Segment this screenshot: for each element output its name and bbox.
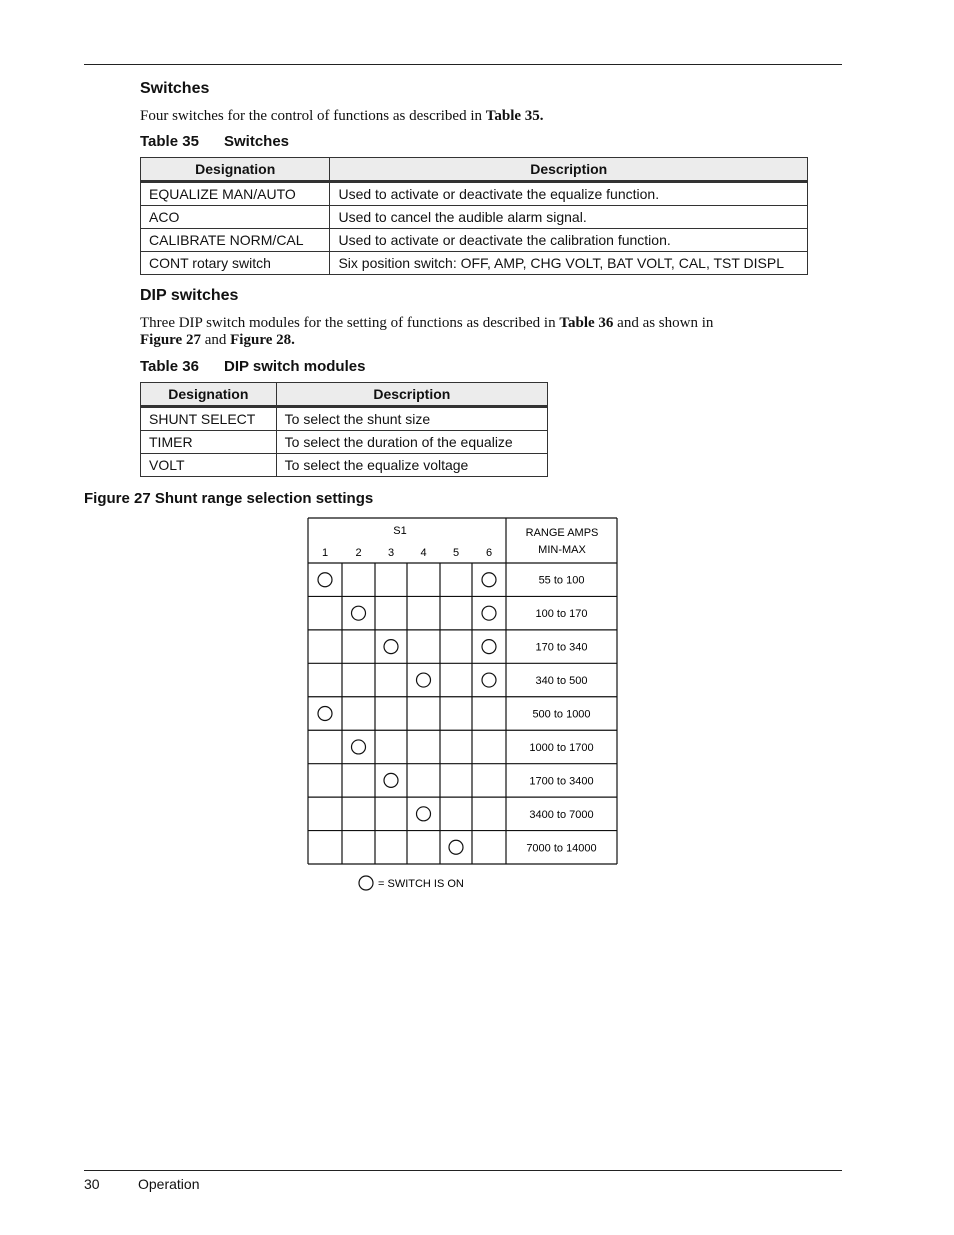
- figure-27-reference[interactable]: Figure 27: [140, 332, 201, 348]
- switch-on-indicator: [417, 673, 431, 687]
- switch-number-label: 5: [452, 547, 460, 559]
- range-label: 170 to 340: [535, 641, 588, 654]
- switch-number-label: 2: [355, 547, 362, 559]
- table-row: [141, 431, 548, 454]
- range-label: 7000 to 14000: [526, 842, 597, 855]
- figure-28-reference[interactable]: Figure 28.: [230, 332, 295, 348]
- dip-switches-intro-paragraph: Three DIP switch modules for the setting of functions as described in Table 36 and as shown in Figure 27 and Figure 28.: [140, 315, 714, 348]
- switch-group-label: S1: [393, 525, 407, 537]
- designation-cell: ACO: [141, 206, 330, 229]
- designation-cell: EQUALIZE MAN/AUTO: [141, 182, 330, 206]
- table-header-row: [141, 158, 808, 182]
- description-cell: To select the equalize voltage: [276, 454, 547, 477]
- switch-on-indicator: [482, 673, 496, 687]
- range-label: 100 to 170: [535, 608, 588, 621]
- range-header-line2: MIN-MAX: [538, 544, 586, 556]
- header-rule: [84, 64, 842, 65]
- switch-on-indicator: [352, 740, 366, 754]
- description-cell: Used to activate or deactivate the equalize function.: [330, 182, 808, 206]
- description-cell: To select the shunt size: [276, 407, 547, 431]
- range-label: 55 to 100: [538, 574, 585, 587]
- designation-cell: CALIBRATE NORM/CAL: [141, 229, 330, 252]
- range-label: 1700 to 3400: [529, 775, 594, 788]
- table-row: [141, 182, 808, 206]
- footer-rule: [84, 1170, 842, 1171]
- switch-on-indicator: [482, 606, 496, 620]
- range-label: 500 to 1000: [532, 708, 591, 721]
- switch-on-indicator: [482, 573, 496, 587]
- switches-intro-paragraph: Four switches for the control of functions as described in Table 35.: [140, 108, 544, 124]
- switch-number-label: 6: [485, 547, 493, 559]
- table-row: [141, 206, 808, 229]
- footer-section-name: Operation: [138, 1176, 200, 1192]
- switch-on-indicator: [384, 640, 398, 654]
- switch-number-label: 3: [387, 547, 395, 559]
- legend-switch-on-icon: [359, 876, 373, 890]
- designation-cell: SHUNT SELECT: [141, 407, 277, 431]
- switches-table: [140, 157, 808, 275]
- designation-cell: TIMER: [141, 431, 277, 454]
- section-heading-dip-switches: DIP switches: [140, 287, 239, 304]
- description-cell: Used to cancel the audible alarm signal.: [330, 206, 808, 229]
- table-35-reference[interactable]: Table 35.: [485, 108, 544, 124]
- designation-cell: VOLT: [141, 454, 277, 477]
- table-row: [141, 229, 808, 252]
- designation-cell: CONT rotary switch: [141, 252, 330, 275]
- table-36-caption: Table 36 DIP switch modules: [140, 358, 366, 375]
- switch-number-label: 1: [321, 547, 329, 559]
- column-header: Description: [276, 383, 547, 407]
- table-36-reference[interactable]: Table 36: [559, 315, 614, 331]
- switch-on-indicator: [482, 640, 496, 654]
- page-number: 30: [84, 1176, 100, 1192]
- table-row: [141, 454, 548, 477]
- column-header: Designation: [141, 383, 277, 407]
- section-heading-switches: Switches: [140, 80, 210, 97]
- column-header: Designation: [141, 158, 330, 182]
- switch-on-indicator: [318, 707, 332, 721]
- range-label: 340 to 500: [535, 675, 588, 688]
- switch-on-indicator: [384, 773, 398, 787]
- switch-on-indicator: [352, 606, 366, 620]
- description-cell: Six position switch: OFF, AMP, CHG VOLT, BAT VOLT, CAL, TST DISPL: [330, 252, 808, 275]
- switch-on-indicator: [417, 807, 431, 821]
- switch-on-indicator: [318, 573, 332, 587]
- table-row: [141, 407, 548, 431]
- range-header-line1: RANGE AMPS: [525, 527, 599, 539]
- shunt-range-figure: [300, 510, 630, 900]
- range-label: 3400 to 7000: [529, 808, 594, 821]
- description-cell: To select the duration of the equalize: [276, 431, 547, 454]
- description-cell: Used to activate or deactivate the calibration function.: [330, 229, 808, 252]
- table-row: [141, 252, 808, 275]
- table-35-caption: Table 35 Switches: [140, 133, 290, 150]
- switch-on-indicator: [449, 840, 463, 854]
- table-header-row: [141, 383, 548, 407]
- dip-switch-modules-table: [140, 382, 548, 477]
- switch-number-label: 4: [420, 547, 427, 559]
- range-label: 1000 to 1700: [529, 741, 594, 754]
- column-header: Description: [330, 158, 808, 182]
- legend-text: = SWITCH IS ON: [378, 878, 464, 890]
- figure-27-caption: Figure 27 Shunt range selection settings: [84, 490, 374, 507]
